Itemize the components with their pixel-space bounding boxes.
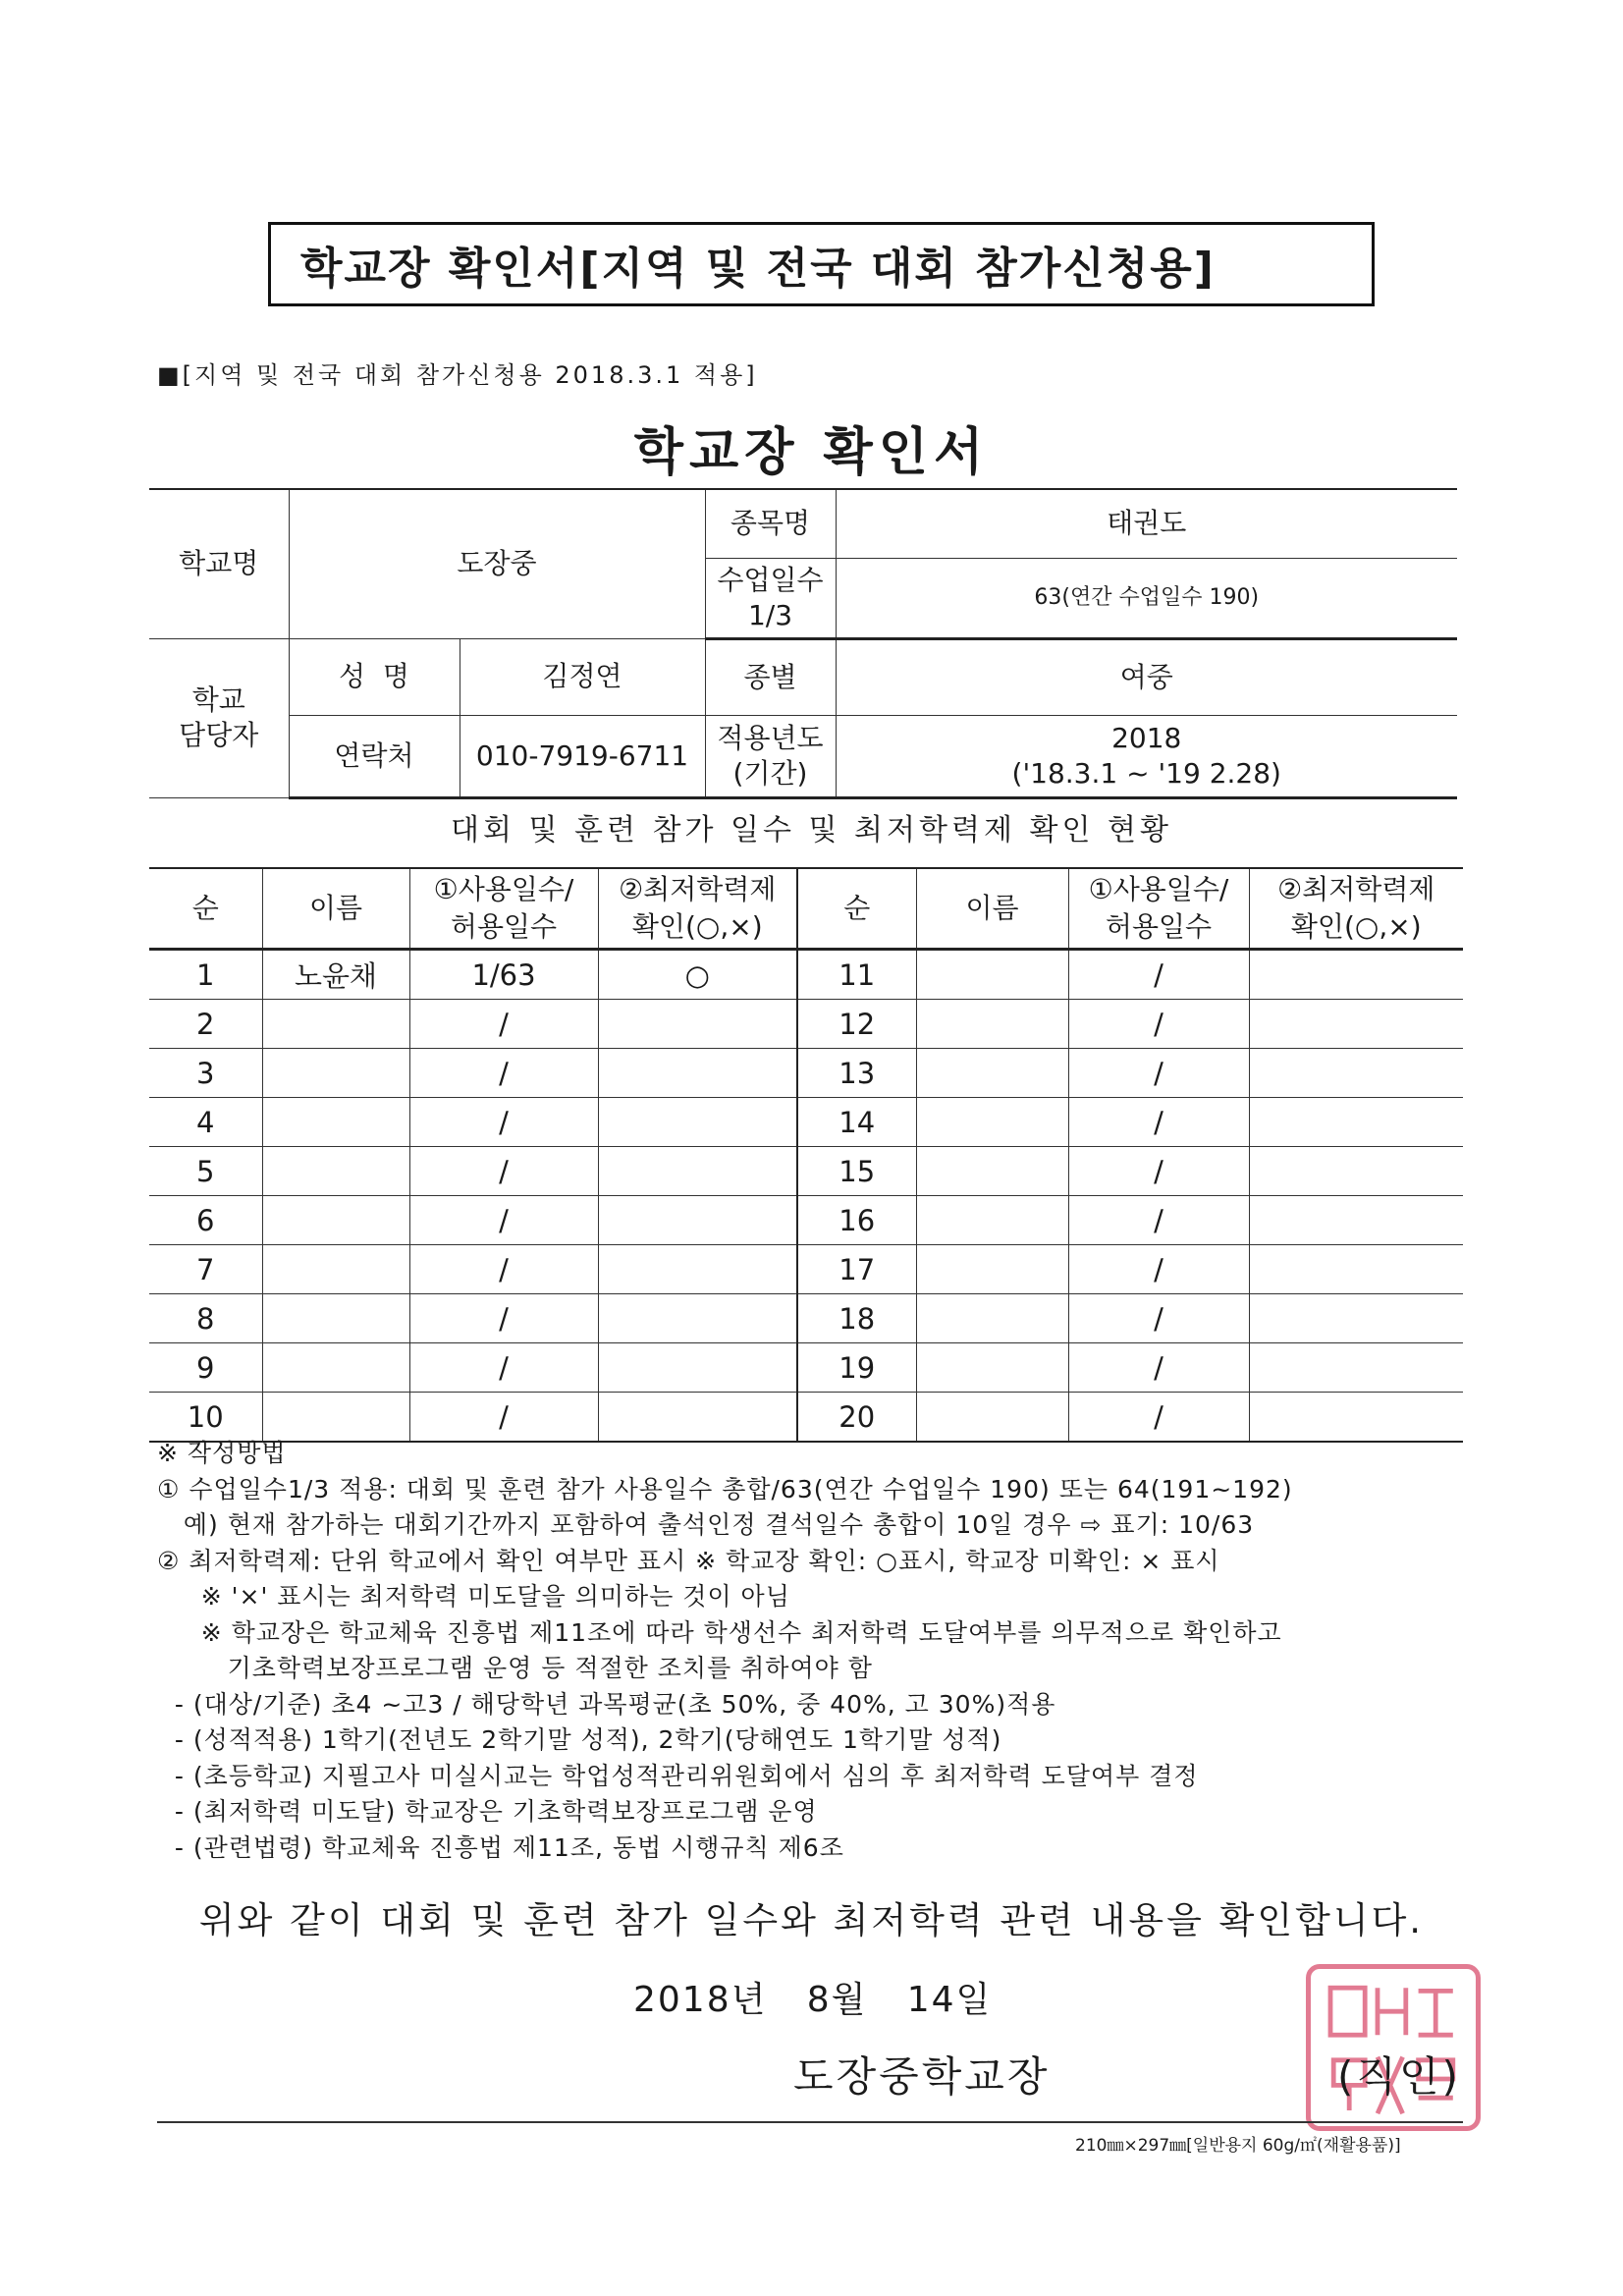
row-name <box>916 950 1068 1000</box>
row-check <box>1249 1196 1463 1245</box>
row-name <box>916 1000 1068 1049</box>
class-days-label-line1: 수업일수 <box>717 563 824 596</box>
class-days-value: 63(연간 수업일수 190) <box>836 558 1457 638</box>
issue-date: 2018년 8월 14일 <box>633 1980 993 2020</box>
row-days: / <box>409 1098 598 1147</box>
manager-label-line2: 담당자 <box>179 719 259 751</box>
year-label <box>705 715 836 797</box>
header-days <box>409 868 598 950</box>
manager-label-line1: 학교 <box>191 683 245 716</box>
header-check-line2: 확인(○,×) <box>1290 910 1422 943</box>
instructions <box>157 1436 1293 1866</box>
row-no: 16 <box>797 1196 916 1245</box>
row-check <box>598 1196 797 1245</box>
header-no: 순 <box>797 868 916 950</box>
page-title: 학교장 확인서 <box>633 423 990 482</box>
row-name: 노윤채 <box>262 950 409 1000</box>
row-name <box>916 1049 1068 1098</box>
header-days-line1: ①사용일수/ <box>1088 873 1229 905</box>
school-name-value: 도장중 <box>289 489 705 638</box>
row-no: 19 <box>797 1343 916 1393</box>
header-days-line1: ①사용일수/ <box>433 873 574 905</box>
note-line: - (관련법령) 학교체육 진흥법 제11조, 동법 시행규칙 제6조 <box>157 1832 844 1862</box>
sport-value: 태권도 <box>836 489 1457 558</box>
note-line: 기초학력보장프로그램 운영 등 적절한 조치를 취하여야 함 <box>157 1654 873 1682</box>
row-days: / <box>409 1000 598 1049</box>
table-row <box>149 1343 1463 1393</box>
type-label: 종별 <box>705 638 836 715</box>
note-line: ① 수업일수1/3 적용: 대회 및 훈련 참가 사용일수 총합/63(연간 수업일수 190) 또는 64(191~192) <box>157 1474 1293 1503</box>
row-days: / <box>409 1393 598 1443</box>
row-check <box>1249 1000 1463 1049</box>
row-name <box>916 1343 1068 1393</box>
row-check <box>598 1049 797 1098</box>
row-check <box>1249 1245 1463 1294</box>
note-line: 예) 현재 참가하는 대회기간까지 포함하여 출석인정 결석일수 총합이 10일 경우 ⇨ 표기: 10/63 <box>157 1510 1255 1539</box>
note-line: ※ 작성방법 <box>157 1439 287 1467</box>
year-value-line2: ('18.3.1 ~ '19 2.28) <box>1011 756 1281 790</box>
row-name <box>916 1393 1068 1443</box>
school-name-label: 학교명 <box>149 489 289 638</box>
row-check <box>1249 1343 1463 1393</box>
table-row <box>149 1000 1463 1049</box>
header-check-line1: ②최저학력제 <box>619 873 777 905</box>
table-row <box>149 1245 1463 1294</box>
row-no: 1 <box>149 950 262 1000</box>
row-no: 11 <box>797 950 916 1000</box>
note-line: - (초등학교) 지필고사 미실시교는 학업성적관리위원회에서 심의 후 최저학력 도달여부 결정 <box>157 1761 1199 1790</box>
row-check <box>598 1000 797 1049</box>
row-no: 14 <box>797 1098 916 1147</box>
name-value: 김정연 <box>460 638 705 715</box>
row-check <box>598 1393 797 1443</box>
row-name <box>916 1098 1068 1147</box>
row-days: / <box>1068 950 1249 1000</box>
type-value: 여중 <box>836 638 1457 715</box>
header-check <box>598 868 797 950</box>
class-days-label-line2: 1/3 <box>747 598 793 631</box>
confirmation-statement: 위와 같이 대회 및 훈련 참가 일수와 최저학력 관련 내용을 확인합니다. <box>198 1899 1425 1941</box>
table-row <box>149 1147 1463 1196</box>
row-days: / <box>1068 1343 1249 1393</box>
table-row <box>149 1294 1463 1343</box>
school-info-table <box>149 488 1457 799</box>
year-value-line1: 2018 <box>1111 721 1182 754</box>
row-days: / <box>409 1294 598 1343</box>
row-name <box>262 1196 409 1245</box>
note-line: ② 최저학력제: 단위 학교에서 확인 여부만 표시 ※ 학교장 확인: ○표시, 학교장 미확인: × 표시 <box>157 1546 1220 1575</box>
row-check <box>1249 950 1463 1000</box>
row-days: / <box>409 1049 598 1098</box>
row-no: 20 <box>797 1393 916 1443</box>
participation-table <box>149 867 1463 1443</box>
row-name <box>262 1098 409 1147</box>
row-no: 12 <box>797 1000 916 1049</box>
manager-label <box>149 638 289 797</box>
row-name <box>916 1294 1068 1343</box>
row-no: 17 <box>797 1245 916 1294</box>
principal-signer: 도장중학교장 <box>793 2052 1051 2101</box>
table-row <box>149 950 1463 1000</box>
row-name <box>262 1000 409 1049</box>
header-days-line2: 허용일수 <box>1105 910 1213 943</box>
header-check-line2: 확인(○,×) <box>631 910 763 943</box>
row-no: 9 <box>149 1343 262 1393</box>
row-name <box>916 1196 1068 1245</box>
row-days: / <box>409 1343 598 1393</box>
header-title-box: 학교장 확인서[지역 및 전국 대회 참가신청용] <box>268 222 1375 306</box>
row-check <box>598 1098 797 1147</box>
row-check: ○ <box>598 950 797 1000</box>
row-name <box>262 1245 409 1294</box>
header-no: 순 <box>149 868 262 950</box>
table-row <box>149 1098 1463 1147</box>
row-name <box>262 1147 409 1196</box>
row-no: 6 <box>149 1196 262 1245</box>
row-check <box>1249 1393 1463 1443</box>
row-name <box>262 1343 409 1393</box>
contact-value: 010-7919-6711 <box>460 715 705 797</box>
row-check <box>1249 1098 1463 1147</box>
year-value <box>836 715 1457 797</box>
row-name <box>262 1294 409 1343</box>
table-row <box>149 1049 1463 1098</box>
table-row <box>149 1196 1463 1245</box>
row-no: 3 <box>149 1049 262 1098</box>
header-days <box>1068 868 1249 950</box>
notice-line: ■[지역 및 전국 대회 참가신청용 2018.3.1 적용] <box>157 361 758 389</box>
note-line: - (성적적용) 1학기(전년도 2학기말 성적), 2학기(당해연도 1학기말 성적) <box>157 1725 1002 1754</box>
row-days: / <box>409 1147 598 1196</box>
row-name <box>916 1245 1068 1294</box>
row-no: 18 <box>797 1294 916 1343</box>
row-check <box>1249 1147 1463 1196</box>
year-label-line2: (기간) <box>732 756 808 790</box>
row-check <box>598 1245 797 1294</box>
class-days-label <box>705 558 836 638</box>
row-name <box>262 1049 409 1098</box>
row-check <box>1249 1294 1463 1343</box>
header-days-line2: 허용일수 <box>450 910 558 943</box>
row-no: 13 <box>797 1049 916 1098</box>
row-no: 5 <box>149 1147 262 1196</box>
row-days: / <box>1068 1147 1249 1196</box>
row-name <box>916 1147 1068 1196</box>
year-label-line1: 적용년도 <box>717 721 824 754</box>
bottom-divider <box>157 2121 1463 2123</box>
header-check <box>1249 868 1463 950</box>
sport-label: 종목명 <box>705 489 836 558</box>
row-days: / <box>1068 1393 1249 1443</box>
note-line: ※ 학교장은 학교체육 진흥법 제11조에 따라 학생선수 최저학력 도달여부를 의무적으로 확인하고 <box>157 1617 1282 1647</box>
row-days: / <box>1068 1000 1249 1049</box>
row-name <box>262 1393 409 1443</box>
row-check <box>598 1147 797 1196</box>
note-line: - (최저학력 미도달) 학교장은 기초학력보장프로그램 운영 <box>157 1797 818 1826</box>
row-no: 2 <box>149 1000 262 1049</box>
contact-label: 연락처 <box>289 715 460 797</box>
section-title: 대회 및 훈련 참가 일수 및 최저학력제 확인 현황 <box>451 813 1172 847</box>
header-check-line1: ②최저학력제 <box>1277 873 1435 905</box>
row-no: 15 <box>797 1147 916 1196</box>
row-days: / <box>1068 1098 1249 1147</box>
name-label: 성 명 <box>289 638 460 715</box>
row-check <box>598 1343 797 1393</box>
row-days: / <box>1068 1294 1249 1343</box>
header-name: 이름 <box>262 868 409 950</box>
row-no: 10 <box>149 1393 262 1443</box>
note-line: - (대상/기준) 초4 ~고3 / 해당학년 과목평균(초 50%, 중 40%, 고 30%)적용 <box>157 1689 1056 1719</box>
row-days: / <box>1068 1196 1249 1245</box>
row-days: / <box>409 1196 598 1245</box>
row-no: 7 <box>149 1245 262 1294</box>
row-days: 1/63 <box>409 950 598 1000</box>
row-days: / <box>1068 1049 1249 1098</box>
row-days: / <box>1068 1245 1249 1294</box>
header-name: 이름 <box>916 868 1068 950</box>
row-check <box>598 1294 797 1343</box>
row-no: 4 <box>149 1098 262 1147</box>
row-days: / <box>409 1245 598 1294</box>
seal-label: (직인) <box>1337 2052 1461 2101</box>
table-row <box>149 1393 1463 1443</box>
paper-spec-footer: 210㎜×297㎜[일반용지 60g/㎡(재활용품)] <box>1075 2136 1401 2156</box>
note-line: ※ '×' 표시는 최저학력 미도달을 의미하는 것이 아님 <box>157 1582 790 1611</box>
row-no: 8 <box>149 1294 262 1343</box>
row-check <box>1249 1049 1463 1098</box>
